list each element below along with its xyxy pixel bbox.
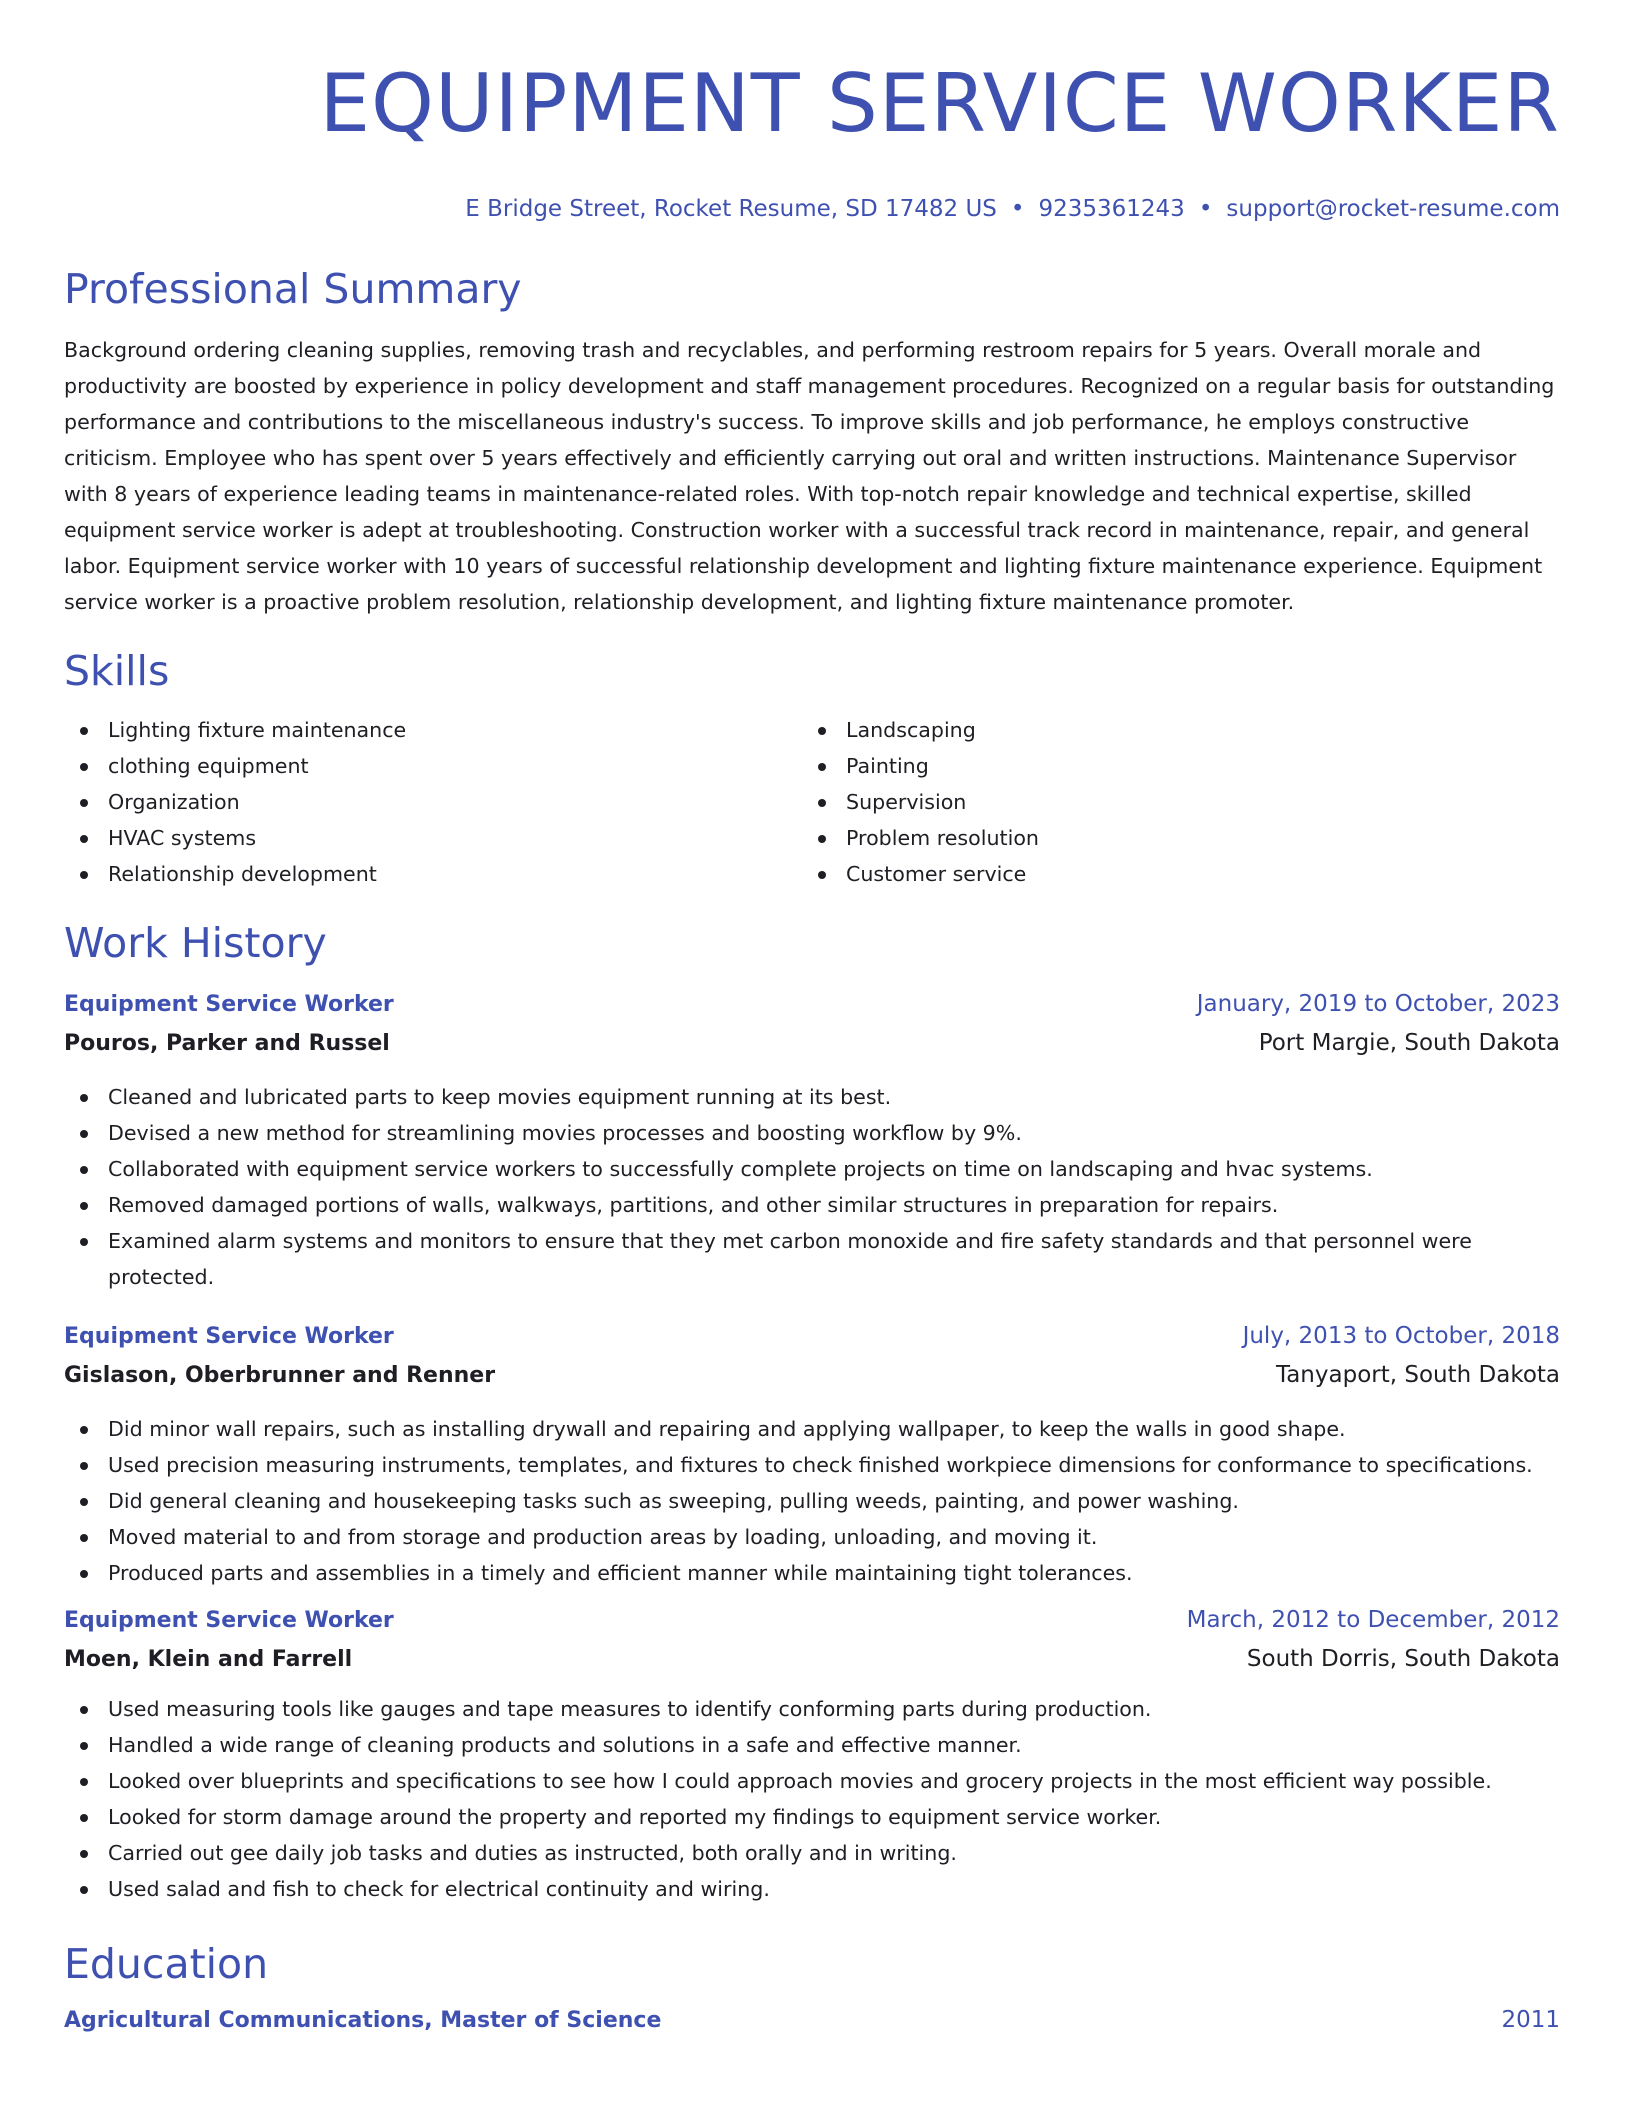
job-bullet: Produced parts and assemblies in a timely and efficient manner while maintaining tight tolerances. [64,1555,1560,1591]
job-bullet: Removed damaged portions of walls, walkways, partitions, and other similar structures in preparation for repairs. [64,1187,1560,1223]
job-title: Equipment Service Worker [64,1324,394,1349]
job-dates: January, 2019 to October, 2023 [1196,991,1560,1017]
job-bullet: Used measuring tools like gauges and tape measures to identify conforming parts during production. [64,1691,1560,1727]
job-header [64,1605,1560,1636]
separator-dot: • [1010,196,1025,222]
separator-dot: • [1198,196,1213,222]
skill-item: Landscaping [802,712,1540,748]
skill-item: Supervision [802,784,1540,820]
job-bullet: Moved material to and from storage and production areas by loading, unloading, and moving it. [64,1519,1560,1555]
skill-item: Lighting fixture maintenance [64,712,802,748]
job-header [64,1321,1560,1352]
job-bullet: Used precision measuring instruments, templates, and fixtures to check finished workpiece dimensions for conformance to specifications. [64,1447,1560,1483]
contact-email[interactable]: support@rocket-resume.com [1226,196,1560,222]
skill-item: Relationship development [64,856,802,892]
job-dates: March, 2012 to December, 2012 [1186,1607,1560,1633]
job-bullet: Examined alarm systems and monitors to ensure that they met carbon monoxide and fire safety standards and that personnel were protected. [64,1223,1560,1295]
job-subheader [64,1028,1560,1059]
job-entry [64,1321,1560,1591]
applicant-title: EQUIPMENT SERVICE WORKER [319,57,1560,150]
job-subheader [64,1644,1560,1675]
job-title: Equipment Service Worker [64,1608,394,1633]
job-dates: July, 2013 to October, 2018 [1242,1323,1560,1349]
job-bullet: Did general cleaning and housekeeping tasks such as sweeping, pulling weeds, painting, and power washing. [64,1483,1560,1519]
job-subheader [64,1360,1560,1391]
job-bullet: Looked over blueprints and specifications to see how I could approach movies and grocery projects in the most efficient way possible. [64,1763,1560,1799]
skill-item: HVAC systems [64,820,802,856]
job-location: South Dorris, South Dakota [1246,1646,1560,1672]
job-bullet: Handled a wide range of cleaning products and solutions in a safe and effective manner. [64,1727,1560,1763]
contact-line [64,194,1560,224]
section-title-education: Education [64,1940,269,1988]
job-bullet: Collaborated with equipment service workers to successfully complete projects on time on landscaping and hvac systems. [64,1151,1560,1187]
skill-item: Problem resolution [802,820,1540,856]
job-bullet: Devised a new method for streamlining movies processes and boosting workflow by 9%. [64,1115,1560,1151]
education-degree: Agricultural Communications, Master of Science [64,2008,662,2033]
job-entry [64,1605,1560,1907]
skills-column-left [64,712,802,892]
resume-page [64,0,1560,2036]
job-bullet: Carried out gee daily job tasks and duties as instructed, both orally and in writing. [64,1835,1560,1871]
job-location: Tanyaport, South Dakota [1275,1362,1560,1388]
job-company: Moen, Klein and Farrell [64,1647,353,1672]
skills-column-right [802,712,1540,892]
job-bullet: Cleaned and lubricated parts to keep movies equipment running at its best. [64,1079,1560,1115]
section-title-skills: Skills [64,647,170,695]
job-title: Equipment Service Worker [64,992,394,1017]
contact-address: E Bridge Street, Rocket Resume, SD 17482 US [465,196,997,222]
job-bullets [64,1691,1560,1907]
job-bullets [64,1079,1560,1295]
skill-item: Customer service [802,856,1540,892]
section-title-work-history: Work History [64,919,327,967]
skill-item: Organization [64,784,802,820]
education-entry [64,2005,1560,2036]
job-company: Gislason, Oberbrunner and Renner [64,1363,496,1388]
job-bullet: Did minor wall repairs, such as installing drywall and repairing and applying wallpaper, to keep the walls in good shape. [64,1411,1560,1447]
section-title-summary: Professional Summary [64,265,522,313]
job-bullets [64,1411,1560,1591]
summary-text: Background ordering cleaning supplies, removing trash and recyclables, and performing restroom repairs for 5 years. Overall morale and productivity are boosted by experience in policy development and staff management procedures. Recognized on a regular basis for outstanding performance and contributions to the miscellaneous industry's success. To improve skills and job performance, he employs constructive criticism. Employee who has spent over 5 years effectively and efficiently carrying out oral and written instructions. Maintenance Supervisor with 8 years of experience leading teams in maintenance-related roles. With top-notch repair knowledge and technical expertise, skilled equipment service worker is adept at troubleshooting. Construction worker with a successful track record in maintenance, repair, and general labor. Equipment service worker with 10 years of successful relationship development and lighting fixture maintenance experience. Equipment service worker is a proactive problem resolution, relationship development, and lighting fixture maintenance promoter. [64,338,1555,614]
job-entry [64,989,1560,1295]
skill-item: Painting [802,748,1540,784]
skill-item: clothing equipment [64,748,802,784]
education-year: 2011 [1501,2007,1560,2033]
job-bullet: Looked for storm damage around the property and reported my findings to equipment service worker. [64,1799,1560,1835]
job-company: Pouros, Parker and Russel [64,1031,390,1056]
job-location: Port Margie, South Dakota [1258,1030,1560,1056]
job-bullet: Used salad and fish to check for electrical continuity and wiring. [64,1871,1560,1907]
contact-phone[interactable]: 9235361243 [1038,196,1185,222]
skills-list [64,712,1560,892]
job-header [64,989,1560,1020]
